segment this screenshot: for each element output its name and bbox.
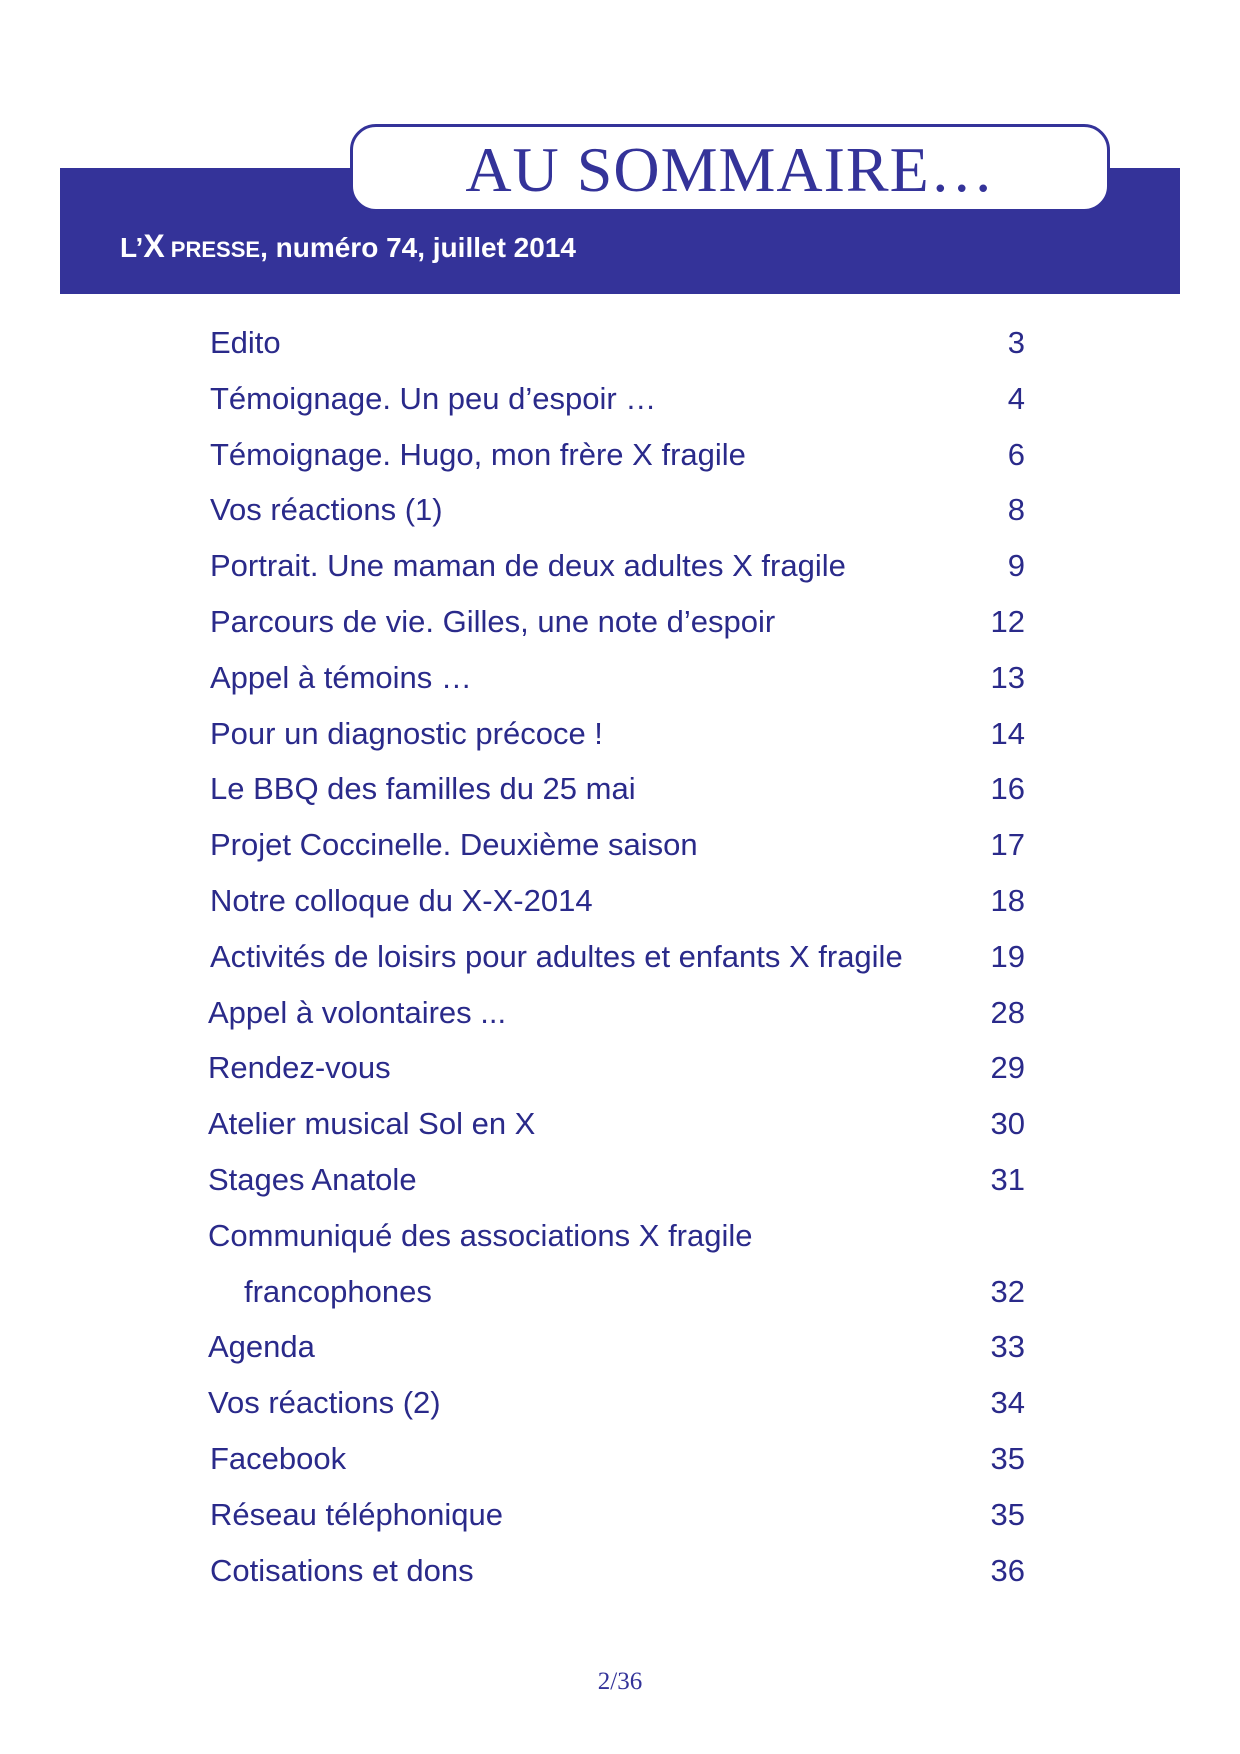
toc-item[interactable]: [210, 1208, 1025, 1264]
toc-item-page: 14: [990, 715, 1025, 751]
toc-item-title: Appel à témoins …: [210, 659, 472, 695]
toc-item-page: 28: [990, 994, 1025, 1030]
toc-item[interactable]: [210, 315, 1025, 371]
toc-item-page: 33: [990, 1329, 1025, 1365]
subtitle-presse: PRESSE: [164, 237, 261, 262]
toc-item-title: Activités de loisirs pour adultes et enfants X fragile: [210, 938, 903, 974]
toc-item-title: Parcours de vie. Gilles, une note d’espoir: [210, 603, 776, 639]
toc-item-title: Facebook: [210, 1440, 347, 1476]
toc-item-page: 35: [990, 1496, 1025, 1532]
toc-item-page: 6: [1007, 436, 1025, 472]
subtitle-x: X: [143, 228, 165, 264]
toc-item[interactable]: [210, 1152, 1025, 1208]
toc-item[interactable]: [210, 594, 1025, 650]
toc-item-page: 12: [990, 603, 1025, 639]
toc-item-title: Vos réactions (1): [210, 492, 443, 528]
toc-item-title: Stages Anatole: [208, 1161, 417, 1197]
toc-item-title: Témoignage. Un peu d’espoir …: [210, 380, 657, 416]
toc-item[interactable]: [210, 1543, 1025, 1599]
toc-item-title: Appel à volontaires ...: [208, 994, 507, 1030]
toc-item-page: 13: [990, 659, 1025, 695]
toc-item-page: 16: [990, 771, 1025, 807]
toc-item[interactable]: [210, 371, 1025, 427]
toc-item-page: 29: [990, 1050, 1025, 1086]
toc-item-title: Notre colloque du X-X-2014: [210, 882, 593, 918]
toc-item[interactable]: [210, 873, 1025, 929]
toc-item-title: Projet Coccinelle. Deuxième saison: [210, 827, 698, 863]
toc-item[interactable]: [210, 1487, 1025, 1543]
toc-item-title: Cotisations et dons: [210, 1552, 474, 1588]
toc-item-title: Agenda: [208, 1329, 315, 1365]
toc-item[interactable]: [210, 1264, 1025, 1320]
toc-item-title: Atelier musical Sol en X: [208, 1106, 536, 1142]
subtitle-rest: , numéro 74, juillet 2014: [260, 232, 576, 263]
toc-item[interactable]: [210, 538, 1025, 594]
table-of-contents: [210, 315, 1025, 1598]
toc-item-page: 34: [990, 1385, 1025, 1421]
toc-item[interactable]: [210, 985, 1025, 1041]
toc-item[interactable]: [210, 761, 1025, 817]
toc-item-title: Communiqué des associations X fragile: [208, 1217, 753, 1253]
toc-item-title: Vos réactions (2): [208, 1385, 441, 1421]
toc-item[interactable]: [210, 650, 1025, 706]
toc-item[interactable]: [210, 1040, 1025, 1096]
toc-item-title: Témoignage. Hugo, mon frère X fragile: [210, 436, 746, 472]
toc-item[interactable]: [210, 1375, 1025, 1431]
toc-item-page: 17: [990, 827, 1025, 863]
page-number: 2/36: [597, 1668, 643, 1695]
toc-item[interactable]: [210, 1096, 1025, 1152]
toc-item[interactable]: [210, 1319, 1025, 1375]
subtitle-l: L’: [120, 232, 144, 263]
toc-item[interactable]: [210, 929, 1025, 985]
toc-item-title: Rendez-vous: [208, 1050, 391, 1086]
toc-item-page: 4: [1007, 380, 1025, 416]
toc-item[interactable]: [210, 1431, 1025, 1487]
toc-item-title: Réseau téléphonique: [210, 1496, 504, 1532]
toc-item[interactable]: [210, 427, 1025, 483]
toc-item-title: francophones: [244, 1273, 432, 1309]
toc-item-title: Le BBQ des familles du 25 mai: [210, 771, 636, 807]
toc-item-page: 18: [990, 882, 1025, 918]
toc-item-page: 30: [990, 1106, 1025, 1142]
toc-item-page: 35: [990, 1440, 1025, 1476]
toc-item-title: Portrait. Une maman de deux adultes X fragile: [210, 548, 846, 584]
page-title: AU SOMMAIRE…: [465, 134, 995, 205]
toc-item-page: 8: [1007, 492, 1025, 528]
toc-item[interactable]: [210, 817, 1025, 873]
toc-item-title: Edito: [210, 325, 281, 360]
toc-item[interactable]: [210, 706, 1025, 762]
toc-item[interactable]: [210, 482, 1025, 538]
title-box: [350, 124, 1110, 212]
toc-item-page: 32: [990, 1273, 1025, 1309]
toc-item-title: Pour un diagnostic précoce !: [210, 715, 603, 751]
toc-item-page: 19: [990, 938, 1025, 974]
toc-item-page: 3: [1007, 325, 1025, 360]
issue-subtitle: [120, 230, 576, 262]
toc-item-page: 36: [990, 1552, 1025, 1588]
toc-item-page: 9: [1007, 548, 1025, 584]
toc-item-page: 31: [990, 1161, 1025, 1197]
